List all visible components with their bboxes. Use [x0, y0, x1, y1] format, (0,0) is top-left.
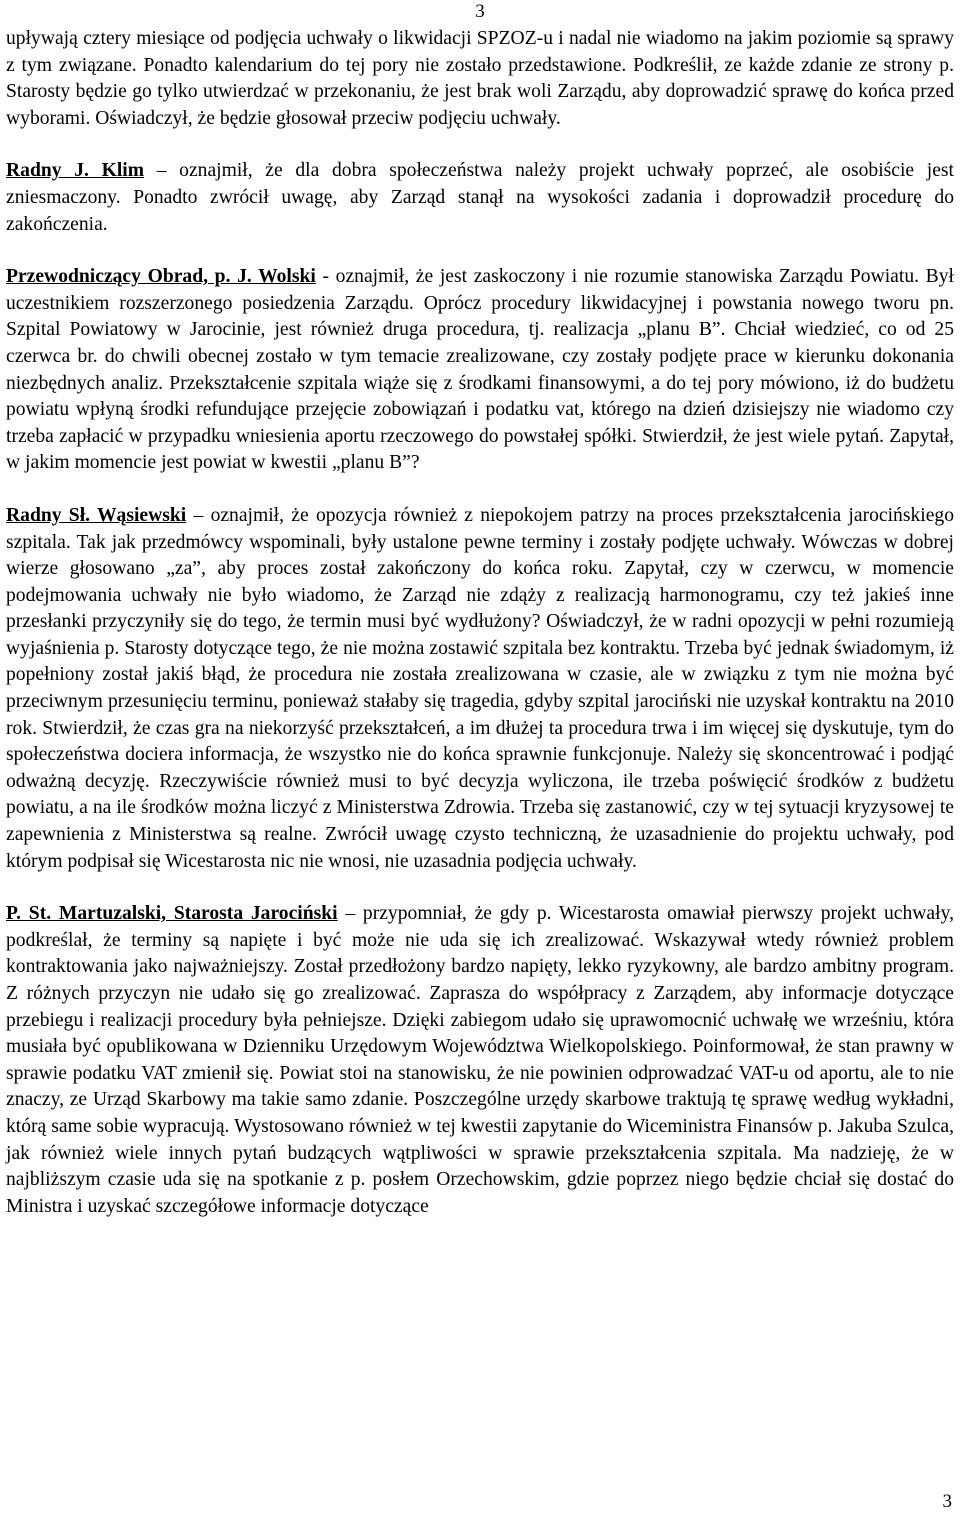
document-body — [6, 26, 954, 1220]
paragraph-intro — [6, 26, 954, 132]
speaker-name: Radny Sł. Wąsiewski — [6, 504, 187, 526]
speaker-name: P. St. Martuzalski, Starosta Jarociński — [6, 903, 338, 925]
speaker-name: Radny J. Klim — [6, 160, 145, 182]
page-number-top: 3 — [475, 1, 485, 22]
paragraph-wolski — [6, 264, 954, 477]
paragraph-text: - oznajmił, że jest zaskoczony i nie rozumie stanowiska Zarządu Powiatu. Był uczestnikiem rozszerzonego posiedzenia Zarządu. Oprócz procedury likwidacyjnej i powstania nowego tworu pn. Szpital Powiatowy w Jarocinie, jest również druga procedura, tj. realizacja „planu B”. Chciał wiedzieć, co od 25 czerwca br. do chwili obecnej zostało w tym temacie zrealizowane, czy zostały podjęte prace w kierunku dokonania niezbędnych analiz. Przekształcenie szpitala wiąże się z środkami finansowymi, a do tej pory mówiono, iż do budżetu powiatu wpłyną środki refundujące przejęcie zobowiązań i podatku vat, którego na dzień dzisiejszy nie wiadomo czy trzeba zapłacić w przypadku wniesienia aportu rzeczowego do powstałej spółki. Stwierdził, że jest wiele pytań. Zapytał, w jakim momencie jest powiat w kwestii „planu B”? — [6, 266, 954, 474]
paragraph-text: upływają cztery miesiące od podjęcia uchwały o likwidacji SPZOZ-u i nadal nie wiadomo na jakim poziomie są sprawy z tym związane. Ponadto kalendarium do tej pory nie zostało przedstawione. Podkreślił, ze każde zdanie ze strony p. Starosty będzie go tylko utwierdzać w przekonaniu, że jest brak woli Zarządu, aby doprowadzić sprawę do końca przed wyborami. Oświadczył, że będzie głosował przeciw podjęciu uchwały. — [6, 28, 954, 129]
paragraph-text: – oznajmił, że opozycja również z niepokojem patrzy na proces przekształcenia jarocińskiego szpitala. Tak jak przedmówcy wspominali, były ustalone pewne terminy i zostały podjęte uchwały. Wówczas w dobrej wierze głosowano „za”, aby proces został zakończony do końca roku. Zapytał, czy w czerwcu, w momencie podejmowania uchwały nie było wiadomo, że Zarząd nie zdąży z realizacją harmonogramu, czy też jakieś inne przesłanki przyczyniły się do tego, że termin musi być wydłużony? Oświadczył, że w radni opozycji w pełni rozumieją wyjaśnienia p. Starosty dotyczące tego, że nie można zostawić szpitala bez kontraktu. Trzeba być jednak świadomym, iż popełniony został jakiś błąd, że procedura nie została zrealizowana w czasie, ale w związku z tym nie można być przeciwnym przesunięciu terminu, ponieważ stałaby się tragedia, gdyby szpital jarociński nie uzyskał kontraktu na 2010 rok. Stwierdził, że czas gra na niekorzyść przekształceń, a im dłużej ta procedura trwa i im więcej się dyskutuje, tym do społeczeństwa dociera informacja, że wszystko nie do końca sprawnie funkcjonuje. Należy się skoncentrować i podjąć odważną decyzję. Rzeczywiście również musi to być decyzja wyliczona, ile trzeba poświęcić środków z budżetu powiatu, a na ile środków można liczyć z Ministerstwa Zdrowia. Trzeba się zastanowić, czy w tej sytuacji kryzysowej te zapewnienia z Ministerstwa są realne. Zwrócił uwagę czysto techniczną, że uzasadnienie do projektu uchwały, pod którym podpisał się Wicestarosta nic nie wnosi, nie uzasadnia podjęcia uchwały. — [6, 504, 954, 872]
page-number-bottom: 3 — [942, 1491, 952, 1512]
paragraph-text: – przypomniał, że gdy p. Wicestarosta omawiał pierwszy projekt uchwały, podkreślał, że terminy są napięte i być może nie uda się ich zrealizować. Wskazywał wtedy również problem kontraktowania jako najważniejszy. Został przedłożony bardzo napięty, lekko ryzykowny, ale bardzo ambitny program. Z różnych przyczyn nie udało się go zrealizować. Zaprasza do współpracy z Zarządem, aby informacje dotyczące przebiegu i realizacji procedury była pełniejsze. Dzięki zabiegom udało się uprawomocnić uchwałę we wrześniu, która musiała być opublikowana w Dzienniku Urzędowym Województwa Wielkopolskiego. Poinformował, że stan prawny w sprawie podatku VAT zmienił się. Powiat stoi na stanowisku, że nie powinien odprowadzać VAT-u od aportu, ale to nie znaczy, ze Urząd Skarbowy ma takie samo zdanie. Poszczególne urzędy skarbowe traktują tę sprawę według wykładni, którą same sobie wypracują. Wystosowano również w tej kwestii zapytanie do Wiceministra Finansów p. Jakuba Szulca, jak również wiele innych pytań budzących wątpliwości w sprawie przekształcenia szpitala. Ma nadzieję, że w najbliższym czasie uda się na spotkanie z p. posłem Orzechowskim, gdzie poprzez niego będzie chciał się dostać do Ministra i uzyskać szczegółowe informacje dotyczące — [6, 903, 954, 1217]
paragraph-martuzalski — [6, 901, 954, 1220]
paragraph-text: – oznajmił, że dla dobra społeczeństwa należy projekt uchwały poprzeć, ale osobiście jest zniesmaczony. Ponadto zwrócił uwagę, aby Zarząd stanął na wysokości zadania i doprowadził procedurę do zakończenia. — [6, 160, 954, 235]
speaker-name: Przewodniczący Obrad, p. J. Wolski — [6, 266, 316, 288]
paragraph-klim — [6, 158, 954, 238]
paragraph-wasiewski — [6, 503, 954, 875]
